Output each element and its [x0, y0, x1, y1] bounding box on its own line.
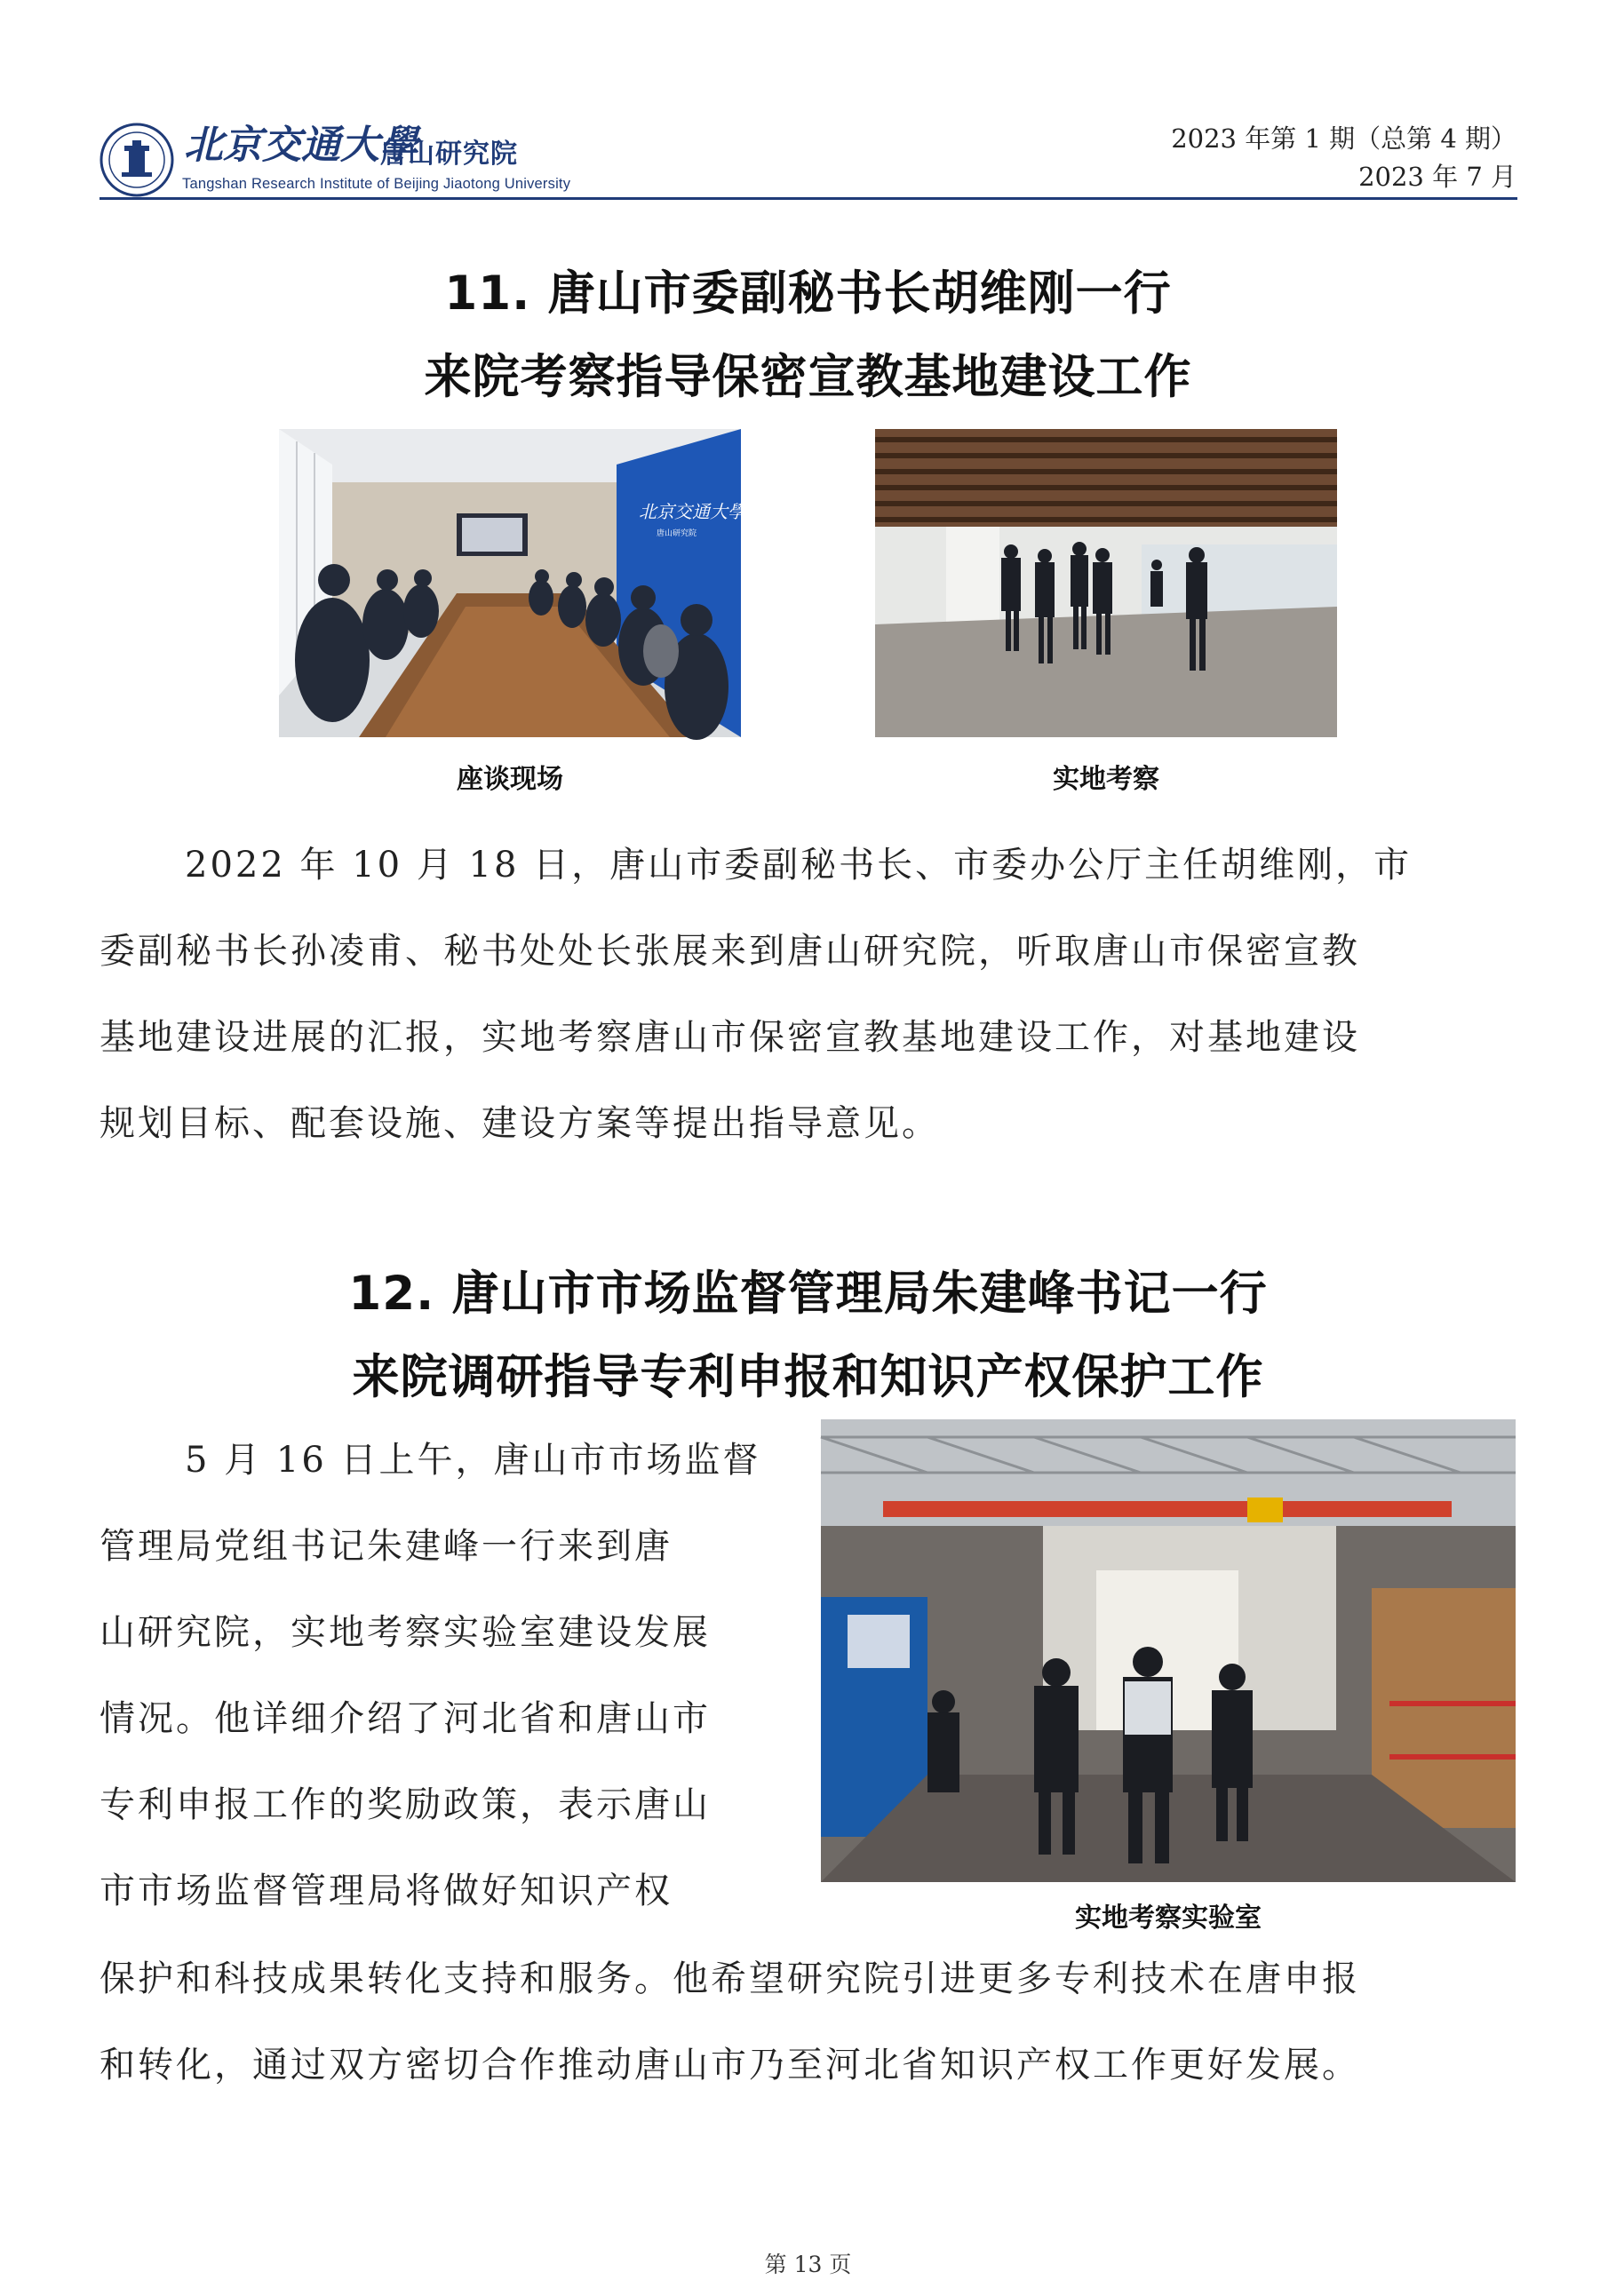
- meeting-photo: [279, 429, 745, 737]
- university-name-text: 北京交通大學: [184, 123, 418, 168]
- section11-title-line2: 来院考察指导保密宣教基地建设工作: [424, 350, 1192, 404]
- section11-title-line1: 11. 唐山市委副秘书长胡维刚一行: [444, 266, 1172, 321]
- page-number: 第 13 页: [764, 2252, 852, 2277]
- laboratory-photo-caption: 实地考察实验室: [1075, 1903, 1262, 1934]
- university-seal-logo: [100, 123, 174, 197]
- section11-paragraph-line: 基地建设进展的汇报，实地考察唐山市保密宣教基地建设工作，对基地建设: [100, 1017, 1360, 1058]
- university-name-wordmark: [182, 114, 418, 169]
- section11-paragraph-line: 2022 年 10 月 18 日，唐山市委副秘书长、市委办公厅主任胡维刚，市: [185, 845, 1413, 886]
- section12-title-line1: 12. 唐山市市场监督管理局朱建峰书记一行: [348, 1267, 1268, 1321]
- site-inspection-photo: [875, 429, 1337, 737]
- section12-side-paragraph: [100, 1418, 819, 1935]
- sign-university-text: 北京交通大學: [639, 501, 745, 522]
- institute-name-en: Tangshan Research Institute of Beijing Jiaotong University: [182, 176, 571, 192]
- section12-paragraph-line: 专利申报工作的奖励政策，表示唐山: [100, 1784, 711, 1825]
- section12-paragraph-line: 5 月 16 日上午，唐山市市场监督: [185, 1440, 761, 1481]
- sign-institute-text: 唐山研究院: [657, 529, 697, 538]
- issue-number: 2023 年第 1 期（总第 4 期）: [1171, 123, 1516, 154]
- meeting-photo-caption: 座谈现场: [457, 764, 563, 795]
- laboratory-photo: [821, 1419, 1516, 1882]
- section12-paragraph-line: 和转化，通过双方密切合作推动唐山市乃至河北省知识产权工作更好发展。: [100, 2045, 1360, 2085]
- section11-paragraph: [100, 822, 1521, 1167]
- section12-full-paragraph: [100, 1936, 1521, 2109]
- section12-paragraph-line: 管理局党组书记朱建峰一行来到唐: [100, 1526, 673, 1567]
- section12-paragraph-line: 情况。他详细介绍了河北省和唐山市: [100, 1698, 711, 1739]
- section12-title-line2: 来院调研指导专利申报和知识产权保护工作: [352, 1350, 1264, 1404]
- section12-paragraph-line: 市市场监督管理局将做好知识产权: [100, 1871, 673, 1911]
- section12-paragraph-line: 山研究院，实地考察实验室建设发展: [100, 1612, 711, 1653]
- issue-date: 2023 年 7 月: [1358, 162, 1516, 192]
- header-divider: [100, 197, 1517, 200]
- section11-paragraph-line: 委副秘书长孙凌甫、秘书处处长张展来到唐山研究院，听取唐山市保密宣教: [100, 931, 1360, 972]
- site-inspection-caption: 实地考察: [1053, 764, 1159, 795]
- section12-paragraph-line: 保护和科技成果转化支持和服务。他希望研究院引进更多专利技术在唐申报: [100, 1958, 1360, 1999]
- section11-paragraph-line: 规划目标、配套设施、建设方案等提出指导意见。: [100, 1103, 940, 1144]
- institute-name-cn: 唐山研究院: [380, 139, 518, 170]
